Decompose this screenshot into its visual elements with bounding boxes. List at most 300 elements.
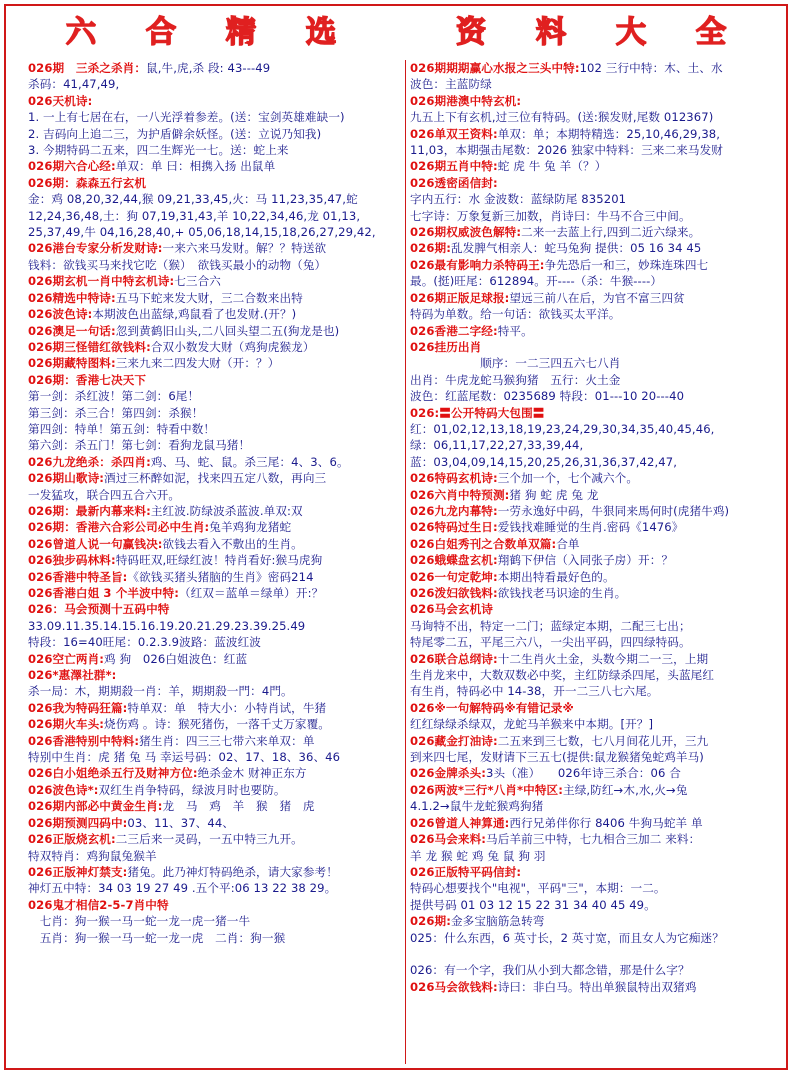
line-body: 026：有一个字，我们从小到大都念错，那是什么字？ — [410, 963, 690, 978]
heading-text: 期藏特图料: — [52, 356, 116, 371]
line-body — [493, 602, 497, 616]
heading-text: 两波*三行*八肖*中特区: — [434, 782, 563, 797]
text-line — [28, 437, 400, 453]
issue-number: 026 — [28, 766, 53, 781]
heading-text: 白姐秀刊之合数单双篇: — [434, 536, 557, 551]
issue-number: 026 — [28, 520, 53, 535]
heading-text: 蛾蝶盘玄机: — [434, 553, 498, 568]
issue-number: 026 — [28, 897, 53, 912]
line-heading — [28, 356, 116, 370]
line-body: 特双特肖：鸡狗鼠兔猴羊 — [28, 848, 157, 863]
issue-number: 026 — [410, 651, 435, 666]
issue-number: 026 — [28, 323, 53, 338]
line-body: 双红生肖争特码，绿波月时也要防。 — [98, 782, 286, 797]
title-char: 资 — [456, 15, 486, 50]
line-heading — [28, 340, 151, 354]
text-line — [28, 355, 400, 371]
line-body: 羊 龙 猴 蛇 鸡 兔 鼠 狗 羽 — [410, 848, 546, 863]
line-body — [410, 947, 414, 961]
line-body: 生肖龙来中，大数双数必中奖，主红防绿杀四尾，头蓝尾红 — [410, 668, 715, 683]
line-body: 一发猛攻，联合四五合六开。 — [28, 487, 181, 502]
line-body: 欲钱去看入不敷出的生肖。 — [162, 536, 303, 551]
heading-text: 曾道人说一句赢钱决: — [52, 536, 163, 551]
line-body: 第一剑：杀红波！第二剑：6尾！ — [28, 389, 200, 404]
heading-text: 期玄机一肖中特玄机诗: — [52, 274, 175, 289]
line-body — [498, 176, 502, 190]
issue-number: 026 — [410, 586, 435, 600]
text-line — [410, 700, 792, 716]
text-line — [28, 782, 400, 798]
text-line — [28, 552, 400, 568]
text-line — [410, 601, 792, 617]
line-heading — [410, 94, 521, 108]
line-body: 绝杀金木 财神正东方 — [197, 766, 307, 781]
text-line — [28, 323, 400, 339]
line-body: 字内五行：水 金波数：蓝绿防尾 835201 — [410, 192, 627, 207]
text-line — [28, 930, 400, 946]
line-heading — [28, 241, 163, 255]
line-body: 二五来到三七数，七八月间花儿开，三九 — [497, 733, 709, 748]
issue-number: 026 — [28, 602, 53, 617]
issue-number: 026 — [28, 782, 53, 797]
text-line — [410, 979, 792, 995]
line-body: 望远三前八在后，为官不富三四贫 — [509, 290, 685, 305]
text-line — [28, 126, 400, 142]
line-heading — [410, 570, 498, 584]
text-line — [28, 109, 400, 125]
line-heading — [28, 602, 169, 616]
text-line — [28, 503, 400, 519]
text-line — [410, 405, 792, 421]
line-body: 2. 吉码向上追二三，为护盾僻余妖怪。(送：立说乃知我) — [28, 126, 322, 141]
issue-number: 026 — [28, 356, 53, 371]
heading-text: 九龙绝杀：杀四肖: — [52, 454, 151, 469]
line-body: 提供号码 01 03 12 15 22 31 34 40 45 49。 — [410, 897, 656, 912]
text-line — [28, 585, 400, 601]
text-line — [28, 93, 400, 109]
text-line — [28, 290, 400, 306]
line-body: 025：什么东西，6 英寸长，2 英寸宽，而且女人为它痴迷？ — [410, 930, 724, 945]
line-body: 二三后来一灵码，一五中特三九开。 — [115, 832, 303, 847]
line-body: 主绿,防红→木,水,火→兔 — [563, 782, 688, 797]
text-line — [28, 372, 400, 388]
line-heading — [28, 455, 151, 469]
text-line — [28, 158, 400, 174]
line-body: 猪兔。此乃神灯特码绝杀，请大家参考！ — [127, 864, 338, 879]
line-body: 猪 狗 蛇 虎 兔 龙 — [509, 487, 599, 502]
line-body — [146, 373, 150, 387]
text-line — [410, 815, 792, 831]
line-body: 二来一去蓝上行,四到二近六绿来。 — [521, 225, 701, 240]
heading-text: 马会来料: — [434, 832, 487, 847]
issue-number: 026 — [410, 832, 435, 847]
title-char: 料 — [536, 15, 566, 50]
heading-text: 三杀之杀肖： — [64, 61, 147, 75]
heading-text: 九龙内幕特: — [434, 503, 498, 518]
issue-number: 026 — [410, 471, 435, 486]
line-body: 特码心想要找个"电视"，平码"三"，本期：一二。 — [410, 881, 666, 896]
line-body: 第六剑：杀五门！第七剑：看狗龙鼠马猪！ — [28, 438, 251, 453]
text-line — [28, 651, 400, 667]
text-line — [410, 240, 792, 256]
line-body: 主红波.防绿波杀蓝波.单双:双 — [150, 503, 303, 518]
text-line — [410, 962, 792, 978]
line-heading — [410, 504, 498, 518]
heading-text: 期港澳中特玄机: — [434, 93, 522, 108]
text-line — [410, 585, 792, 601]
line-body: 本期出特看最好色的。 — [497, 569, 615, 584]
issue-number: 026 — [28, 864, 53, 879]
line-body: 102 三行中特：木、土、水 — [579, 61, 723, 75]
text-line — [410, 782, 792, 798]
line-body: 金：鸡 08,20,32,44,猴 09,21,33,45,火：马 11,23,35,47,蛇 — [28, 192, 358, 207]
issue-number: 026 — [410, 815, 435, 830]
line-body: 杀一局：木，期期殺一肖：羊，期期殺一門：4門。 — [28, 684, 293, 699]
heading-text: 鬼才相信2-5-7肖中特 — [52, 897, 169, 912]
issue-number: 026 — [28, 159, 53, 174]
line-body — [116, 668, 120, 682]
text-line — [410, 175, 792, 191]
line-body: 鸡 狗 026白姐波色：红蓝 — [104, 651, 248, 666]
line-heading — [410, 127, 498, 141]
line-body: 七肖：狗一猴一马一蛇一龙一虎一猪一牛 — [28, 914, 251, 929]
line-heading — [28, 717, 104, 731]
text-line — [410, 913, 792, 929]
heading-text: 期预测四码中: — [52, 815, 128, 830]
document-sheet — [4, 4, 788, 1070]
heading-text: 期正版足球报: — [434, 290, 510, 305]
line-heading — [28, 701, 127, 715]
line-heading — [28, 537, 163, 551]
line-heading — [410, 61, 580, 75]
line-body: 猪生肖：四三三七带六来单双：单 — [139, 733, 315, 748]
line-heading — [410, 783, 563, 797]
text-line — [410, 946, 792, 962]
heading-text: :〓公开特码大包围〓 — [434, 405, 545, 420]
heading-text: 期: — [434, 241, 451, 256]
issue-number: 026 — [28, 569, 53, 584]
left-column — [28, 60, 400, 1064]
issue-number: 026 — [410, 487, 435, 502]
line-heading — [28, 94, 92, 108]
line-body: 爱钱找难睡觉的生肖.密码《1476》 — [497, 520, 684, 535]
text-line — [28, 569, 400, 585]
heading-text: 波色诗: — [52, 307, 93, 322]
heading-text: *惠澤社群*: — [52, 668, 117, 683]
issue-number: 026 — [410, 520, 435, 535]
issue-number: 026 — [410, 553, 435, 568]
text-line — [28, 733, 400, 749]
text-line — [28, 913, 400, 929]
text-line — [28, 470, 400, 486]
line-heading — [28, 307, 92, 321]
line-body: 一来六来马发财。解？？特送欲 — [162, 241, 327, 256]
heading-text: 天机诗: — [52, 93, 93, 108]
text-line — [410, 930, 792, 946]
text-line — [28, 798, 400, 814]
heading-text: 香港特别中特料: — [52, 733, 140, 748]
line-body: 一劳永逸好中码，牛狠同来馬何时(虎猪牛鸡) — [497, 503, 730, 518]
line-heading — [410, 340, 481, 354]
line-body: 12,24,36,48,土：狗 07,19,31,43,羊 10,22,34,46,龙 01,13, — [28, 208, 361, 223]
text-line — [410, 618, 792, 634]
issue-number: 026 — [410, 225, 435, 240]
text-line — [28, 880, 400, 896]
line-body: 七字诗：万象复新三加数，肖诗曰：牛马不合三中间。 — [410, 208, 691, 223]
text-line — [410, 552, 792, 568]
heading-text: 香港二字经: — [434, 323, 498, 338]
line-body: 五马下蛇来发大财，三二合数来出特 — [115, 290, 303, 305]
line-heading — [28, 586, 179, 600]
line-body: （红双＝蓝单＝绿单）开:？ — [178, 586, 324, 600]
heading-text: 港台专家分析发财诗: — [52, 241, 163, 256]
issue-number: 026 — [28, 454, 53, 469]
issue-number: 026 — [410, 241, 435, 256]
line-heading — [28, 734, 139, 748]
text-line — [410, 634, 792, 650]
heading-text: 期：最新内幕来料: — [52, 503, 151, 518]
issue-number: 026 — [410, 175, 435, 190]
line-body: 忽到黄鹤旧山头,二八回头望二五(狗龙是也) — [115, 323, 340, 338]
text-line — [410, 798, 792, 814]
issue-number: 026 — [28, 651, 53, 666]
text-line — [28, 240, 400, 256]
heading-text: 香港中特圣旨: — [52, 569, 128, 584]
line-heading — [28, 832, 116, 846]
title-char: 选 — [306, 15, 336, 50]
heading-text: 期：香港七决天下 — [52, 372, 147, 387]
line-heading — [410, 258, 545, 272]
text-line — [28, 749, 400, 765]
text-line — [410, 651, 792, 667]
line-heading — [28, 553, 116, 567]
line-body: 酒过三杯醉如泥，找来四五定八数，再向三 — [104, 471, 327, 486]
line-body — [169, 602, 173, 616]
line-body: 特单双：单 特大小：小特肖试，牛猪 — [127, 700, 327, 715]
line-heading — [410, 865, 521, 879]
issue-number: 026 — [28, 503, 53, 518]
text-line — [28, 634, 400, 650]
text-line — [410, 208, 792, 224]
text-line — [410, 454, 792, 470]
issue-number: 026 — [28, 717, 53, 732]
line-body: 神灯五中特：34 03 19 27 49 .五个平:06 13 22 38 29。 — [28, 881, 337, 896]
line-heading — [28, 504, 151, 518]
issue-number: 026 — [28, 799, 53, 814]
text-line — [28, 388, 400, 404]
line-body: 西行兄弟伴你行 8406 牛狗马蛇羊 单 — [509, 815, 703, 830]
line-heading — [28, 865, 127, 879]
text-line — [28, 683, 400, 699]
issue-number: 026 — [28, 339, 53, 354]
heading-text: 单双王资料: — [434, 126, 498, 141]
line-body: 杀码：41,47,49, — [28, 77, 120, 92]
issue-number: 026 — [28, 586, 53, 600]
text-line — [28, 618, 400, 634]
text-line — [28, 765, 400, 781]
line-heading — [28, 570, 127, 584]
text-line — [28, 421, 400, 437]
text-line — [410, 158, 792, 174]
heading-text: 香港白姐 3 个半波中特: — [52, 586, 179, 600]
issue-number: 026 — [410, 61, 435, 75]
heading-text: 白小姐绝杀五行及财神方位: — [52, 766, 198, 781]
text-line — [410, 372, 792, 388]
title-char: 合 — [146, 15, 176, 50]
issue-number: 026 — [410, 257, 435, 272]
text-line — [28, 700, 400, 716]
line-heading — [28, 898, 169, 912]
text-line — [410, 487, 792, 503]
text-line — [410, 142, 792, 158]
line-body — [521, 94, 525, 108]
line-body: 鼠,牛,虎,杀 段: 43---49 — [146, 61, 271, 75]
line-body — [481, 340, 485, 354]
line-body: 蓝：03,04,09,14,15,20,25,26,31,36,37,42,47, — [410, 454, 677, 469]
text-line — [28, 306, 400, 322]
heading-text: 马会玄机诗 — [434, 602, 493, 617]
issue-number: 026 — [28, 553, 53, 568]
line-body: 第四剑：特单！第五剑：特看中数！ — [28, 421, 216, 436]
heading-text: 透密函信封: — [434, 175, 498, 190]
line-body: 欲钱找老马识途的生肖。 — [497, 586, 627, 600]
line-heading — [410, 980, 498, 994]
line-body: 特尾零二五，平尾三六八，一尖出平码，四四绿特码。 — [410, 635, 691, 650]
line-body: 波色：主蓝防绿 — [410, 77, 492, 92]
line-heading — [28, 274, 174, 288]
line-body: 合双小数发大财（鸡狗虎猴龙） — [150, 339, 315, 354]
line-body: 金多宝脑筋急转弯 — [450, 914, 545, 929]
text-line — [410, 257, 792, 273]
line-body: 1. 一上有七居在右，一八光浮着参差。(送：宝剑英雄难缺一) — [28, 110, 345, 125]
line-heading — [410, 914, 451, 928]
line-body: 出肖：牛虎龙蛇马猴狗猪 五行：火土金 — [410, 372, 621, 387]
heading-text: 联合总纲诗: — [434, 651, 498, 666]
line-body: 本期波色出蓝绿,鸡鼠看了也发财.(开？) — [92, 307, 297, 322]
issue-number: 026 — [410, 93, 435, 108]
text-line — [410, 733, 792, 749]
page-title — [6, 14, 786, 58]
text-line — [410, 503, 792, 519]
line-heading — [410, 225, 521, 239]
heading-text: 正版特平码信封: — [434, 864, 522, 879]
heading-text: 泼妇欲钱料: — [434, 586, 498, 600]
issue-number: 026 — [28, 733, 53, 748]
line-heading — [28, 61, 146, 75]
line-heading — [28, 816, 127, 830]
line-body: 马后羊前三中特，七九相合三加二 来料： — [486, 832, 701, 847]
text-line — [28, 815, 400, 831]
line-heading — [410, 520, 498, 534]
text-line — [410, 388, 792, 404]
line-body: 《欲钱买猪头猪脑的生肖》密码214 — [127, 569, 314, 584]
heading-text: 特码玄机诗: — [434, 471, 498, 486]
line-body: 25,37,49,牛 04,16,28,40,+ 05,06,18,14,15,18,26,27,29,42, — [28, 225, 376, 240]
line-body: 33.09.11.35.14.15.16.19.20.21.29.23.39.25.49 — [28, 618, 306, 633]
line-body: 特别中生肖：虎 猪 兔 马 幸运号码：02、17、18、36、46 — [28, 750, 341, 765]
heading-text: 期权威波色解特: — [434, 225, 522, 240]
issue-number: 026 — [410, 503, 435, 518]
text-line — [28, 848, 400, 864]
text-line — [28, 831, 400, 847]
text-line — [28, 487, 400, 503]
text-line — [410, 569, 792, 585]
line-heading — [410, 553, 498, 567]
issue-number: 026期 — [28, 61, 65, 75]
heading-text: 空亡两肖: — [52, 651, 105, 666]
heading-text: 期: — [434, 914, 451, 929]
line-body — [521, 865, 525, 879]
title-char: 大 — [616, 15, 646, 50]
line-heading — [28, 373, 146, 387]
line-heading — [28, 159, 116, 173]
text-line — [28, 405, 400, 421]
heading-text: 波色诗*: — [52, 782, 99, 797]
line-heading — [410, 652, 498, 666]
line-body: 红：01,02,12,13,18,19,23,24,29,30,34,35,40,45,46, — [410, 421, 715, 436]
line-body: 三个加一个，七个减六个。 — [497, 471, 639, 486]
text-line — [28, 864, 400, 880]
issue-number: 026 — [28, 536, 53, 551]
line-body: 特段：16=40旺尾：0.2.3.9波路：蓝波红波 — [28, 635, 262, 650]
issue-number: 026 — [410, 914, 435, 929]
text-line — [410, 421, 792, 437]
line-heading — [410, 159, 498, 173]
line-heading — [28, 799, 163, 813]
line-body: 顺序：一二三四五六七八肖 — [410, 356, 621, 371]
text-line — [410, 273, 792, 289]
issue-number: 026 — [410, 339, 435, 354]
issue-number: 026 — [410, 733, 435, 748]
heading-text: 六肖中特预测: — [434, 487, 510, 502]
line-body: 3. 今期特码二五来，四二生辉光一七。送：蛇上来 — [28, 143, 289, 158]
text-line — [410, 76, 792, 92]
line-body: 第三剑：杀三合！第四剑：杀猴！ — [28, 405, 204, 420]
heading-text: 独步码林料: — [52, 553, 116, 568]
title-char: 六 — [66, 15, 96, 50]
text-line — [410, 536, 792, 552]
issue-number: 026 — [410, 126, 435, 141]
issue-number: 026 — [410, 979, 435, 994]
heading-text: 期火车头: — [52, 717, 105, 732]
heading-text: ：马会预测十五码中特 — [52, 602, 170, 617]
issue-number: 026 — [410, 602, 435, 617]
issue-number: 026 — [28, 471, 53, 486]
text-line — [28, 339, 400, 355]
text-line — [410, 519, 792, 535]
text-line — [410, 848, 792, 864]
text-line — [410, 864, 792, 880]
line-body: 十二生肖火土金，头数今期二一三，上期 — [497, 651, 709, 666]
line-heading — [410, 537, 556, 551]
line-heading — [410, 291, 509, 305]
line-body: 单双：单；本期特精选：25,10,46,29,38, — [497, 126, 721, 141]
line-body: 单双：单 曰：相携入扬 出鼠单 — [115, 159, 276, 174]
text-line — [28, 76, 400, 92]
line-heading — [410, 734, 498, 748]
line-heading — [410, 176, 498, 190]
text-line — [28, 897, 400, 913]
text-line — [28, 536, 400, 552]
heading-text: 曾道人神算通: — [434, 815, 510, 830]
line-body: 4.1.2→鼠牛龙蛇猴鸡狗猪 — [410, 799, 544, 814]
title-gap — [381, 14, 411, 52]
line-heading — [410, 832, 486, 846]
text-line — [410, 765, 792, 781]
line-heading — [28, 176, 146, 190]
title-char: 全 — [696, 15, 726, 50]
line-body — [545, 406, 549, 420]
